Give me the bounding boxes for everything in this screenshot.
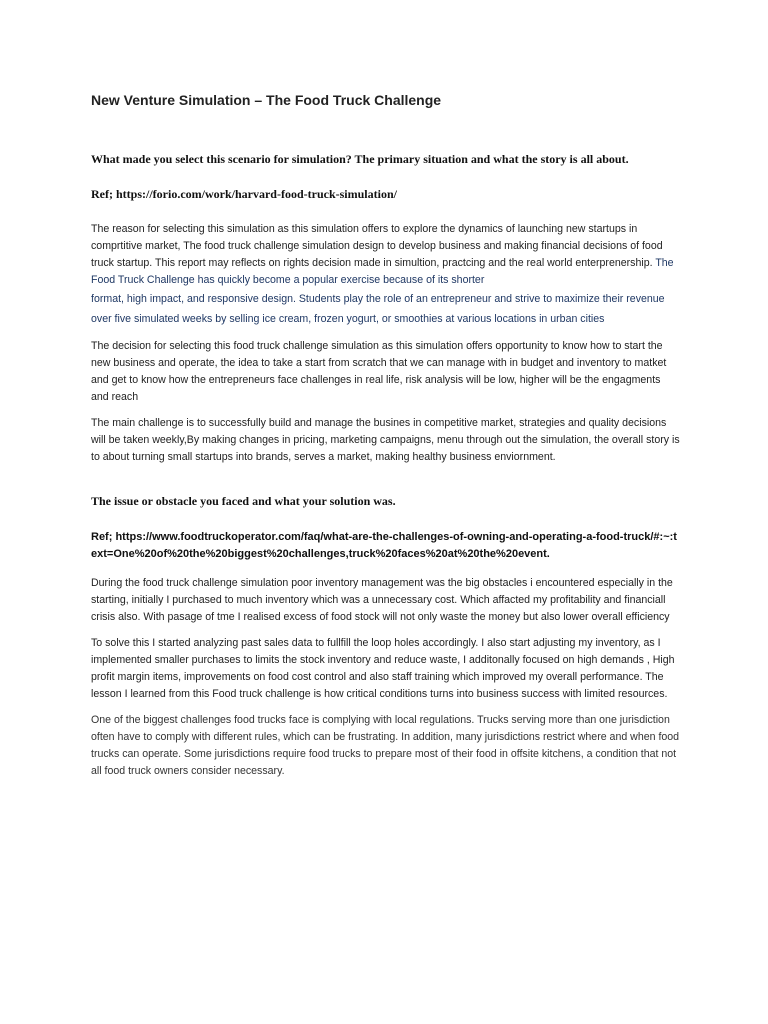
section1-paragraph-1-quote-a: The Food Truck Challenge has quickly become a popular exercise because of its shorter — [91, 257, 674, 286]
section2-paragraph-3: One of the biggest challenges food trucks face is complying with local regulations. Trucks serving more than one jurisdiction often have to comply with different rules, which can be frustrating. In addition, many jurisdictions restrict where and when food trucks can operate. Some jurisdictions require food trucks to prepare most of their food in offsite kitchens, a condition that not all food truck owners consider necessary. — [91, 714, 680, 777]
section1-paragraph-2: The decision for selecting this food truck challenge simulation as this simulation offers opportunity to know how to start the new business and operate, the idea to take a start from scratch that we can manage with in budget and inventory to matket and get to know how the entrepreneurs face challenges in real life, risk analysis will be low, higher will be the engagments and reach — [91, 340, 667, 403]
section1-paragraph-1-quote-b: format, high impact, and responsive design. Students play the role of an entrepreneur and strive to maximize their revenue over five simulated weeks by selling ice cream, frozen yogurt, or smoothies at various locations in urban cities — [91, 293, 665, 325]
section2-question: The issue or obstacle you faced and what your solution was. — [91, 494, 396, 508]
section1-question: What made you select this scenario for simulation? The primary situation and what the story is all about. — [91, 152, 629, 166]
section1-paragraph-1-text: The reason for selecting this simulation as this simulation offers to explore the dynamics of launching new startups in comprtitive market, The food truck challenge simulation design to develop business and making financial decisions of food truck startup. This report may reflects on rights decision made in simultion, practcing and the real world enterprenership. — [91, 223, 663, 269]
section2-paragraph-2: To solve this I started analyzing past sales data to fullfill the loop holes accordingly. I also start adjusting my inventory, as I implemented smaller purchases to limits the stock inventory and reduce waste, I additonally focused on high demands , High profit margin items, improvements on food cost control and also staff training which improved my overall performance. The lesson I learned from this Food truck challenge is how critical conditions turns into business success with limited resources. — [91, 637, 675, 700]
section2-paragraph-1: During the food truck challenge simulation poor inventory management was the big obstacles i encountered especially in the starting, initially I purchased to much inventory which was a unnecessary cost. Which affacted my profitability and financiall crisis also. With pasage of tme I realised excess of food stock will not only waste the money but also lower overall efficiency — [91, 577, 673, 623]
section1-reference: Ref; https://forio.com/work/harvard-food-truck-simulation/ — [91, 187, 397, 201]
section2-reference: Ref; https://www.foodtruckoperator.com/faq/what-are-the-challenges-of-owning-and-operating-a-food-truck/#:~:text=One%20of%20the%20biggest%20challenges,truck%20faces%20at%20the%20event. — [91, 531, 677, 560]
section1-paragraph-1 — [91, 221, 680, 329]
document-title: New Venture Simulation – The Food Truck Challenge — [91, 92, 442, 108]
section1-paragraph-3: The main challenge is to successfully build and manage the busines in competitive market, strategies and quality decisions will be taken weekly,By making changes in pricing, marketing campaigns, menu through out the simulation, the overall story is to about turning small startups into brands, serves a market, making healthy business enviornment. — [91, 417, 680, 463]
